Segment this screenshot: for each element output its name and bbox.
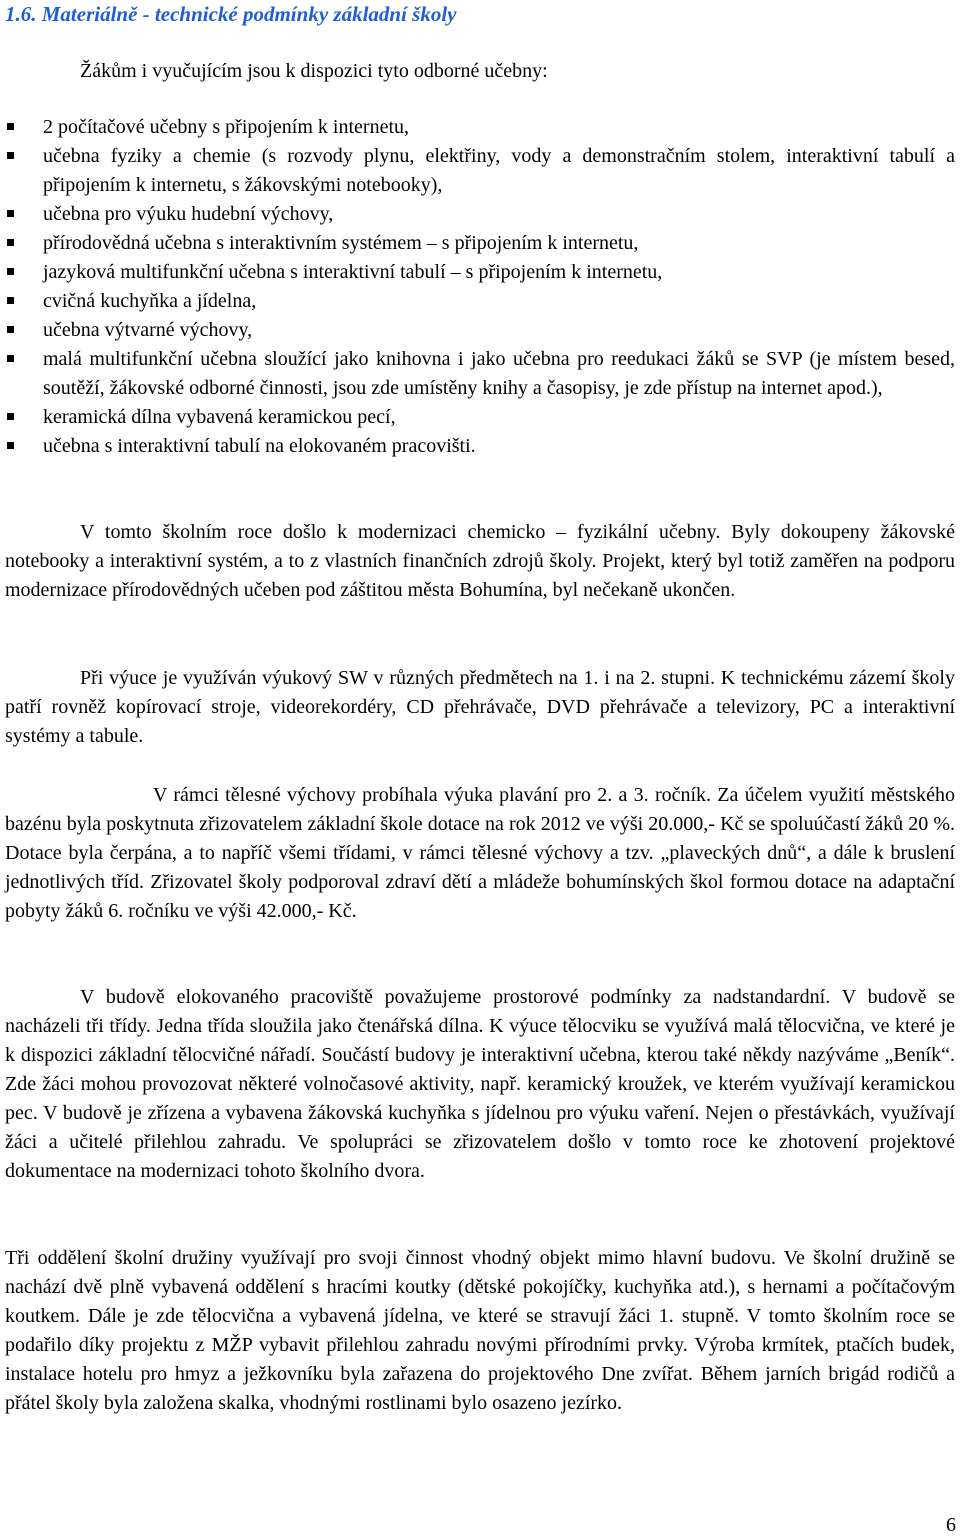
list-item: učebna s interaktivní tabulí na elokovaném pracovišti. [5, 432, 955, 461]
list-item: jazyková multifunkční učebna s interaktivní tabulí – s připojením k internetu, [5, 258, 955, 287]
classroom-list [5, 113, 955, 461]
square-bullet-icon [7, 355, 14, 362]
list-item: učebna pro výuku hudební výchovy, [5, 200, 955, 229]
paragraph-swimming: V rámci tělesné výchovy probíhala výuka plavání pro 2. a 3. ročník. Za účelem využití městského bazénu byla poskytnuta zřizovatelem základní škole dotace na rok 2012 ve výši 20.000,- Kč se spoluúčastí žáků 20 %. Dotace byla čerpána, a to napříč všemi třídami, v rámci tělesné výchovy a tzv. „plaveckých dnů“, a dále k bruslení jednotlivých tříd. Zřizovatel školy podporoval zdraví dětí a mládeže bohumínských škol formou dotace na adaptační pobyty žáků 6. ročníku ve výši 42.000,- Kč. [5, 784, 955, 922]
square-bullet-icon [7, 123, 14, 130]
intro-text: Žákům i vyučujícím jsou k dispozici tyto odborné učebny: [80, 60, 548, 82]
list-item: cvičná kuchyňka a jídelna, [5, 287, 955, 316]
list-item: učebna výtvarné výchovy, [5, 316, 955, 345]
paragraph-modernization: V tomto školním roce došlo k modernizaci chemicko – fyzikální učebny. Byly dokoupeny žákovské notebooky a interaktivní systém, a to z vlastních finančních zdrojů školy. Projekt, který byl totiž zaměřen na podporu modernizace přírodovědných učeben pod záštitou města Bohumína, byl nečekaně ukončen. [5, 521, 955, 601]
page-number: 6 [946, 1514, 956, 1536]
square-bullet-icon [7, 239, 14, 246]
square-bullet-icon [7, 413, 14, 420]
square-bullet-icon [7, 268, 14, 275]
section-heading: 1.6. Materiálně - technické podmínky základní školy [5, 2, 457, 26]
square-bullet-icon [7, 210, 14, 217]
square-bullet-icon [7, 442, 14, 449]
paragraph-branch-building: V budově elokovaného pracoviště považujeme prostorové podmínky za nadstandardní. V budově se nacházeli tři třídy. Jedna třída sloužila jako čtenářská dílna. K výuce tělocviku se využívá malá tělocvična, ve které je k dispozici základní tělocvičné nářadí. Součástí budovy je interaktivní učebna, kterou také někdy nazýváme „Beník“. Zde žáci mohou provozovat některé volnočasové aktivity, např. keramický kroužek, ve kterém využívají keramickou pec. V budově je zřízena a vybavena žákovská kuchyňka s jídelnou pro výuku vaření. Nejen o přestávkách, využívají žáci a učitelé přilehlou zahradu. Ve spolupráci se zřizovatelem došlo v tomto roce ke zhotovení projektové dokumentace na modernizaci tohoto školního dvora. [5, 986, 955, 1182]
list-item: 2 počítačové učebny s připojením k internetu, [5, 113, 955, 142]
list-item: učebna fyziky a chemie (s rozvody plynu, elektřiny, vody a demonstračním stolem, interaktivní tabulí a připojením k internetu, s žákovskými notebooky), [5, 142, 955, 200]
list-item: keramická dílna vybavená keramickou pecí, [5, 403, 955, 432]
square-bullet-icon [7, 326, 14, 333]
list-item: přírodovědná učebna s interaktivním systémem – s připojením k internetu, [5, 229, 955, 258]
square-bullet-icon [7, 297, 14, 304]
paragraph-after-school-club: Tři oddělení školní družiny využívají pro svoji činnost vhodný objekt mimo hlavní budovu. Ve školní družině se nachází dvě plně vybavená oddělení s hracími koutky (dětské pokojíčky, kuchyňka atd.), s hernami a počítačovým koutkem. Dále je zde tělocvična a vybavená jídelna, ve které se stravují žáci 1. stupně. V tomto školním roce se podařilo díky projektu z MŽP vybavit přilehlou zahradu novými přírodními prvky. Výroba krmítek, ptačích budek, instalace hotelu pro hmyz a ježkovníku byla zařazena do projektového Dne zvířat. Během jarních brigád rodičů a přátel školy byla založena skalka, vhodnými rostlinami bylo osazeno jezírko. [5, 1247, 955, 1414]
paragraph-technical-equipment: Při výuce je využíván výukový SW v různých předmětech na 1. i na 2. stupni. K technickému zázemí školy patří rovněž kopírovací stroje, videorekordéry, CD přehrávače, DVD přehrávače a televizory, PC a interaktivní systémy a tabule. [5, 667, 955, 747]
square-bullet-icon [7, 152, 14, 159]
list-item: malá multifunkční učebna sloužící jako knihovna i jako učebna pro reedukaci žáků se SVP (je místem besed, soutěží, žákovské odborné činnosti, jsou zde umístěny knihy a časopisy, je zde přístup na internet apod.), [5, 345, 955, 403]
